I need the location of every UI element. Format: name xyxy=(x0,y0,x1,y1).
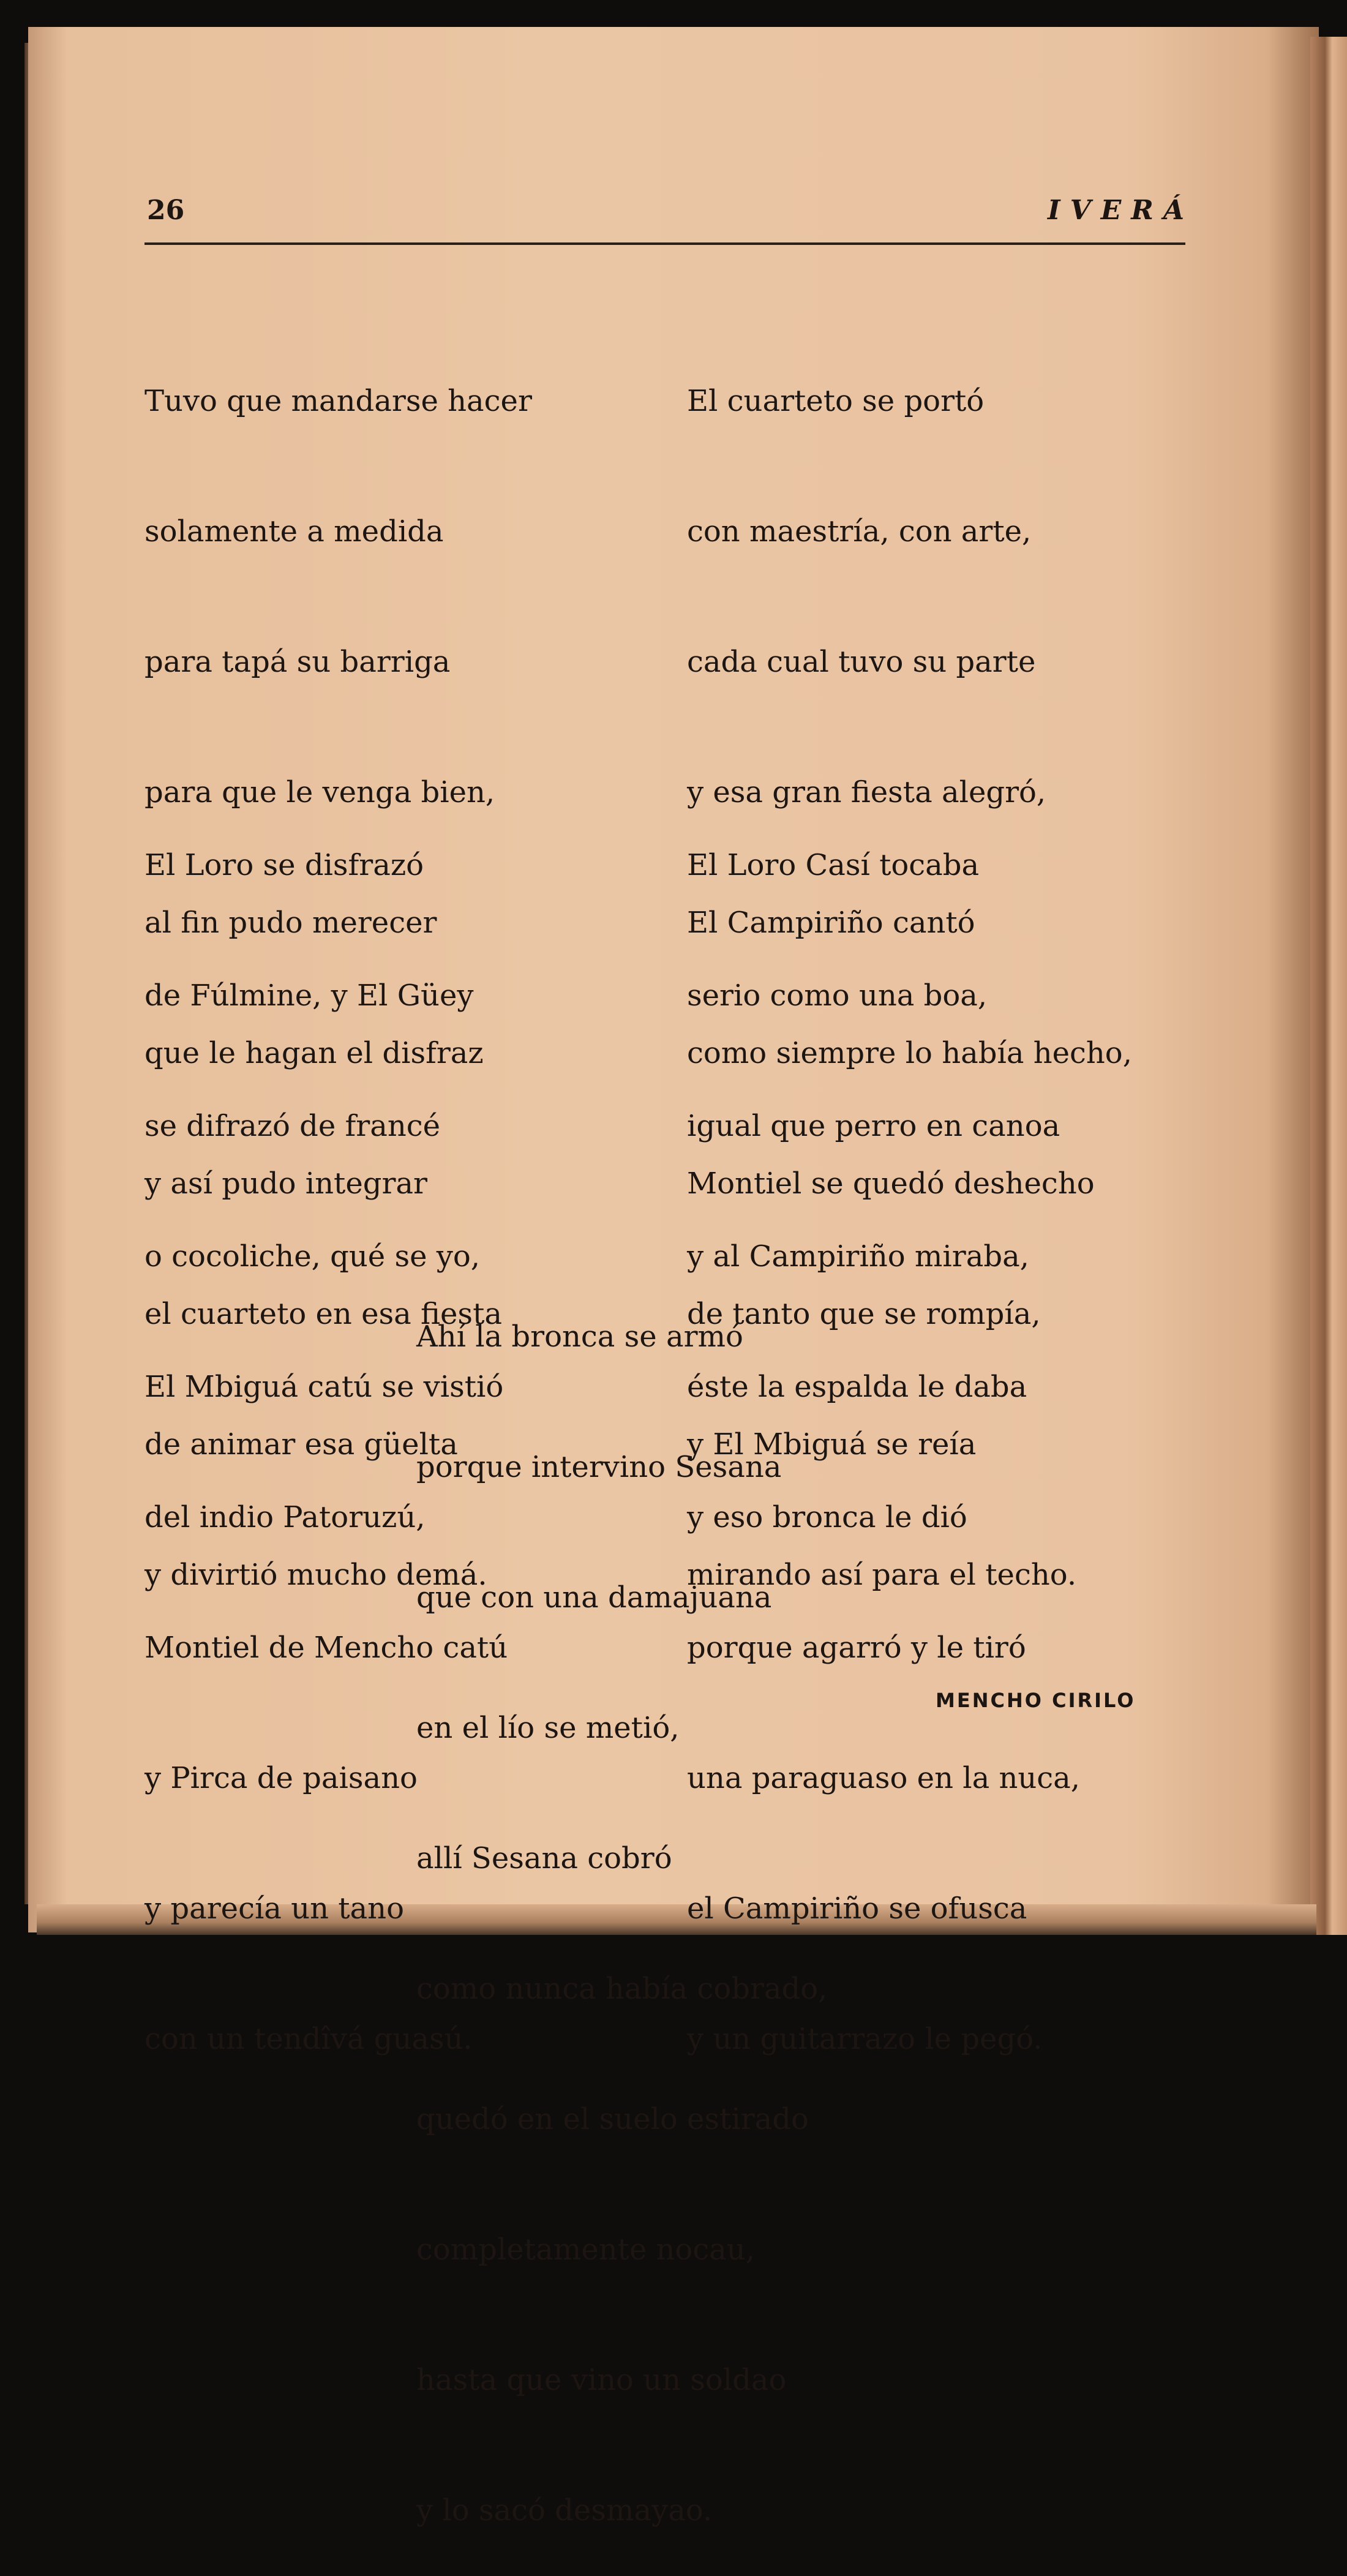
verse-line: completamente nocau, xyxy=(416,2232,755,2267)
verse-line: y un guitarrazo le pegó. xyxy=(687,2022,1043,2056)
header-rule xyxy=(144,242,1185,245)
verse-line: que le hagan el disfraz xyxy=(144,1036,484,1070)
verse-line: allí Sesana cobró xyxy=(416,1841,672,1876)
page-number: 26 xyxy=(147,195,185,226)
verse-line: y parecía un tano xyxy=(144,1891,404,1926)
verse-line: y El Mbiguá se reía xyxy=(687,1427,977,1462)
verse-line: para que le venga bien, xyxy=(144,775,495,809)
page-header xyxy=(147,195,1194,231)
verse-line: con maestría, con arte, xyxy=(687,514,1032,549)
verse-line: el Campiriño se ofusca xyxy=(687,1891,1027,1926)
verse-line: Tuvo que mandarse hacer xyxy=(144,384,532,418)
verse-line: mirando así para el techo. xyxy=(687,1558,1077,1592)
verse-line: como nunca había cobrado, xyxy=(416,1972,828,2006)
verse-line: éste la espalda le daba xyxy=(687,1370,1027,1404)
verse-line: de animar esa güelta xyxy=(144,1427,458,1462)
verse-line: y divirtió mucho demá. xyxy=(144,1558,487,1592)
verse-line: igual que perro en canoa xyxy=(687,1109,1060,1143)
verse-line: y así pudo integrar xyxy=(144,1166,427,1201)
author-signature: MENCHO CIRILO xyxy=(936,1689,1136,1712)
verse-line: serio como una boa, xyxy=(687,978,988,1013)
verse-line: y al Campiriño miraba, xyxy=(687,1239,1029,1274)
stanza-center xyxy=(416,1228,827,2576)
verse-line: o cocoliche, qué se yo, xyxy=(144,1239,481,1274)
verse-line: se difrazó de francé xyxy=(144,1109,441,1143)
verse-line: El Mbiguá catú se vistió xyxy=(144,1370,504,1404)
verse-line: una paraguaso en la nuca, xyxy=(687,1761,1081,1795)
running-title: IVERÁ xyxy=(1048,195,1194,226)
verse-line: con un tendîvá guasú. xyxy=(144,2022,473,2056)
verse-line: quedó en el suelo estirado xyxy=(416,2102,809,2136)
verse-line: y lo sacó desmayao. xyxy=(416,2493,713,2528)
verse-line: y esa gran fiesta alegró, xyxy=(687,775,1046,809)
verse-line: El cuarteto se portó xyxy=(687,384,985,418)
verse-line: Ahí la bronca se armó xyxy=(416,1320,743,1354)
verse-line: hasta que vino un soldao xyxy=(416,2363,787,2397)
page-edge-right xyxy=(1310,37,1347,1935)
verse-line: como siempre lo había hecho, xyxy=(687,1036,1132,1070)
verse-line: de tanto que se rompía, xyxy=(687,1297,1041,1331)
verse-line: El Loro Casí tocaba xyxy=(687,848,980,882)
verse-line: que con una damajuana xyxy=(416,1580,772,1615)
verse-line: solamente a medida xyxy=(144,514,444,549)
verse-line: El Campiriño cantó xyxy=(687,906,975,940)
verse-line: y Pirca de paisano xyxy=(144,1761,418,1795)
verse-line: Montiel se quedó deshecho xyxy=(687,1166,1095,1201)
verse-line: al fin pudo merecer xyxy=(144,906,437,940)
verse-line: porque agarró y le tiró xyxy=(687,1631,1026,1665)
verse-line: y eso bronca le dió xyxy=(687,1500,967,1534)
verse-line: en el lío se metió, xyxy=(416,1711,680,1745)
verse-line: de Fúlmine, y El Güey xyxy=(144,978,474,1013)
verse-line: El Loro se disfrazó xyxy=(144,848,424,882)
verse-line: cada cual tuvo su parte xyxy=(687,645,1036,679)
verse-line: porque intervino Sesana xyxy=(416,1450,782,1484)
verse-line: el cuarteto en esa fiesta xyxy=(144,1297,502,1331)
verse-line: para tapá su barriga xyxy=(144,645,451,679)
verse-line: Montiel de Mencho catú xyxy=(144,1631,508,1665)
verse-line: del indio Patoruzú, xyxy=(144,1500,426,1534)
